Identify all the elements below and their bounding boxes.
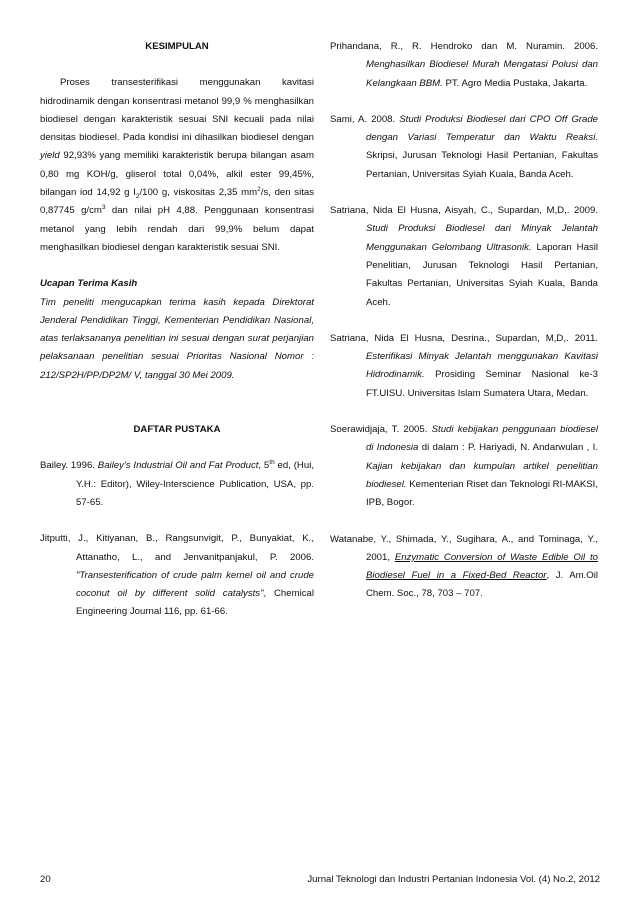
right-column [330, 38, 598, 622]
reference-jitputti: Jitputti, J., Kitiyanan, B., Rangsunvigit, P., Bunyakiat, K., Attanatho, L., and Jenvanitpanjakul, P. 2006. "Transesterification of crude palm kernel oil and crude coconut oil by different solid catalysts", Chemical Engineering Journal 116, pp. 61-66. [40, 533, 314, 618]
reference-sami: Sami, A. 2008. Studi Produksi Biodiesel dari CPO Off Grade dengan Variasi Temperatur dan Waktu Reaksi. Skripsi, Jurusan Teknologi Hasil Pertanian, Fakultas Pertanian, Universitas Syiah Kuala, Banda Aceh. [330, 113, 598, 180]
reference-bailey: Bailey. 1996. Bailey's Industrial Oil and Fat Product, 5th ed, (Hui, Y.H.: Editor), Wiley-Interscience Publication, USA, pp. 57-65. [40, 459, 314, 508]
left-column [40, 38, 314, 640]
reference-watanabe: Watanabe, Y., Shimada, Y., Sugihara, A., and Tominaga, Y., 2001, Enzymatic Conversion of Waste Edible Oil to Biodiesel Fuel in a Fixed-Bed Reactor, J. Am.Oil Chem. Soc., 78, 703 – 707. [330, 533, 598, 600]
daftar-pustaka-heading: DAFTAR PUSTAKA [133, 424, 221, 436]
reference-satriana-2009: Satriana, Nida El Husna, Aisyah, C., Supardan, M,D,. 2009. Studi Produksi Biodiesel dari Minyak Jelantah Menggunakan Gelombang Ultrasonik. Laporan Hasil Penelitian, Jurusan Teknologi Hasil Pertanian, Fakultas Pertanian, Universitas Syiah Kuala, Banda Aceh. [330, 205, 598, 308]
acknowledgement-title: Ucapan Terima Kasih [40, 278, 138, 290]
kesimpulan-paragraph: Proses transesterifikasi menggunakan kavitasi hidrodinamik dengan konsentrasi metanol 99,9 % menghasilkan biodiesel dengan karakteristik sesuai SNI kecuali pada nilai densitas biodiesel. Pada kondisi ini dihasilkan biodiesel dengan yield 92,93% yang memiliki karakteristik berupa bilangan asam 0,80 mg KOH/g, gliserol total 0,04%, alkil ester 99,45%, bilangan iod 14,92 g $I_2/100$ g, viskositas 2,35 $mm^2/s$, den sitas 0,87745 $g/cm^3$ dan nilai pH 4,88. Penggunaan konsentrasi metanol yang lebih rendah dari 99,9% belum dapat menghasilkan biodiesel dengan karakteristik sesuai SNI. [40, 77, 315, 253]
journal-footer: Jurnal Teknologi dan Industri Pertanian Indonesia Vol. (4) No.2, 2012 [307, 874, 600, 885]
acknowledgement-text: Tim peneliti mengucapkan terima kasih kepada Direktorat Jenderal Pendidikan Tinggi, Kementerian Pendidikan Nasional, atas terlaksananya penelitian ini sesuai dengan surat perjanjian pelaksanaan penelitian sesuai Prioritas Nasional Nomor : 212/SP2H/PP/DP2M/ V, tanggal 30 Mei 2009. [40, 296, 314, 381]
page-number: 20 [40, 874, 51, 885]
reference-satriana-2011: Satriana, Nida El Husna, Desrina., Supardan, M,D,. 2011. Esterifikasi Minyak Jelantah menggunakan Kavitasi Hidrodinamik. Prosiding Seminar Nasional ke-3 FT.UISU. Universitas Islam Sumatera Utara, Medan. [330, 332, 598, 399]
reference-prihandana: Prihandana, R., R. Hendroko dan M. Nuramin. 2006. Menghasilkan Biodiesel Murah Mengatasi Polusi dan Kelangkaan BBM. PT. Agro Media Pustaka, Jakarta. [330, 41, 598, 89]
kesimpulan-heading: KESIMPULAN [145, 41, 209, 52]
reference-soerawidjaja: Soerawidjaja, T. 2005. Studi kebijakan penggunaan biodiesel di Indonesia di dalam : P. Hariyadi, N. Andarwulan , I. Kajian kebijakan dan kumpulan artikel penelitian biodiesel. Kementerian Riset dan Teknologi RI-MAKSI, IPB, Bogor. [330, 424, 599, 509]
